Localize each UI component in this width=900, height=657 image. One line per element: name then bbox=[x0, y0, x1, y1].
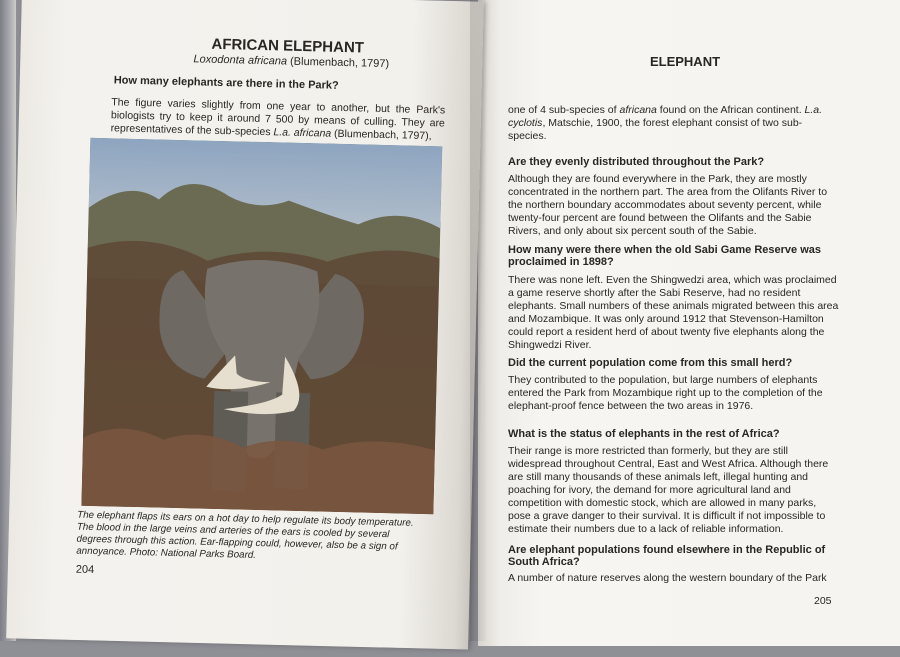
page-number-left: 204 bbox=[75, 563, 95, 577]
question-heading: How many were there when the old Sabi Game Reserve was proclaimed in 1898? bbox=[508, 244, 822, 268]
author-year: (Blumenbach, 1797) bbox=[286, 55, 390, 71]
elephant-photo bbox=[81, 138, 442, 514]
paragraph: Their range is more restricted than formerly, but they are still widespread throughout Central, East and West Africa. Although there are still many thousands of these animals left, illegal hunting and poaching for ivory, the demand for more agricultural land and competition with domestic stock, which are allowed in many parks, pose a grave danger to their survival. It is difficult if not impossible to estimate their numbers due to a lack of reliable information. bbox=[508, 445, 829, 535]
page-title: AFRICAN ELEPHANT bbox=[211, 35, 365, 57]
running-title: ELEPHANT bbox=[649, 54, 721, 69]
latin-name: Loxodonta africana bbox=[193, 53, 288, 68]
paragraph: one of 4 sub-species of africana found on the African continent. L.a. cyclotis, Matschie, 1900, the forest elephant consist of two sub-species. bbox=[508, 104, 823, 142]
question-heading: Did the current population come from this small herd? bbox=[508, 357, 793, 369]
paragraph: A number of nature reserves along the western boundary of the Park bbox=[508, 572, 827, 584]
question-heading: How many elephants are there in the Park? bbox=[113, 74, 339, 92]
paragraph: They contributed to the population, but large numbers of elephants entered the Park from Mozambique right up to the completion of the elephant-proof fence between the two areas in 1976. bbox=[508, 374, 823, 412]
page-number-right: 205 bbox=[814, 595, 832, 607]
paragraph: Although they are found everywhere in the Park, they are mostly concentrated in the northern part. The area from the Olifants River to the northern boundary accommodates about seventy percent, while twenty-four percent are found between the Olifants and the Sabie Rivers, and only about six percent south of the Sabie. bbox=[508, 173, 828, 237]
photo-caption: The elephant flaps its ears on a hot day to help regulate its body temperature. The blood in the large veins and arteries of the ears is cooled by several degrees through this action. Ear-flapping could, however, also be a sign of annoyance. Photo: National Parks Board. bbox=[76, 509, 414, 561]
scientific-name bbox=[156, 52, 426, 71]
elephant-illustration bbox=[81, 138, 442, 514]
question-heading: Are elephant populations found elsewhere in the Republic of South Africa? bbox=[508, 544, 826, 568]
question-heading: Are they evenly distributed throughout the Park? bbox=[508, 156, 765, 168]
paragraph: There was none left. Even the Shingwedzi area, which was proclaimed a game reserve shortly after the Sabi Reserve, had no resident elephants. Small numbers of these animals migrated between this area and Mozambique. It was only around 1912 that Stevenson-Hamilton could report a resident herd of about twenty five elephants along the Shingwedzi River. bbox=[508, 274, 839, 351]
question-heading: What is the status of elephants in the rest of Africa? bbox=[508, 428, 780, 440]
paragraph: The figure varies slightly from one year to another, but the Park's biologists try to keep it around 7 500 by means of culling. They are representatives of the sub-species L.a. africana (Blumenbach, 1797), bbox=[110, 96, 446, 143]
